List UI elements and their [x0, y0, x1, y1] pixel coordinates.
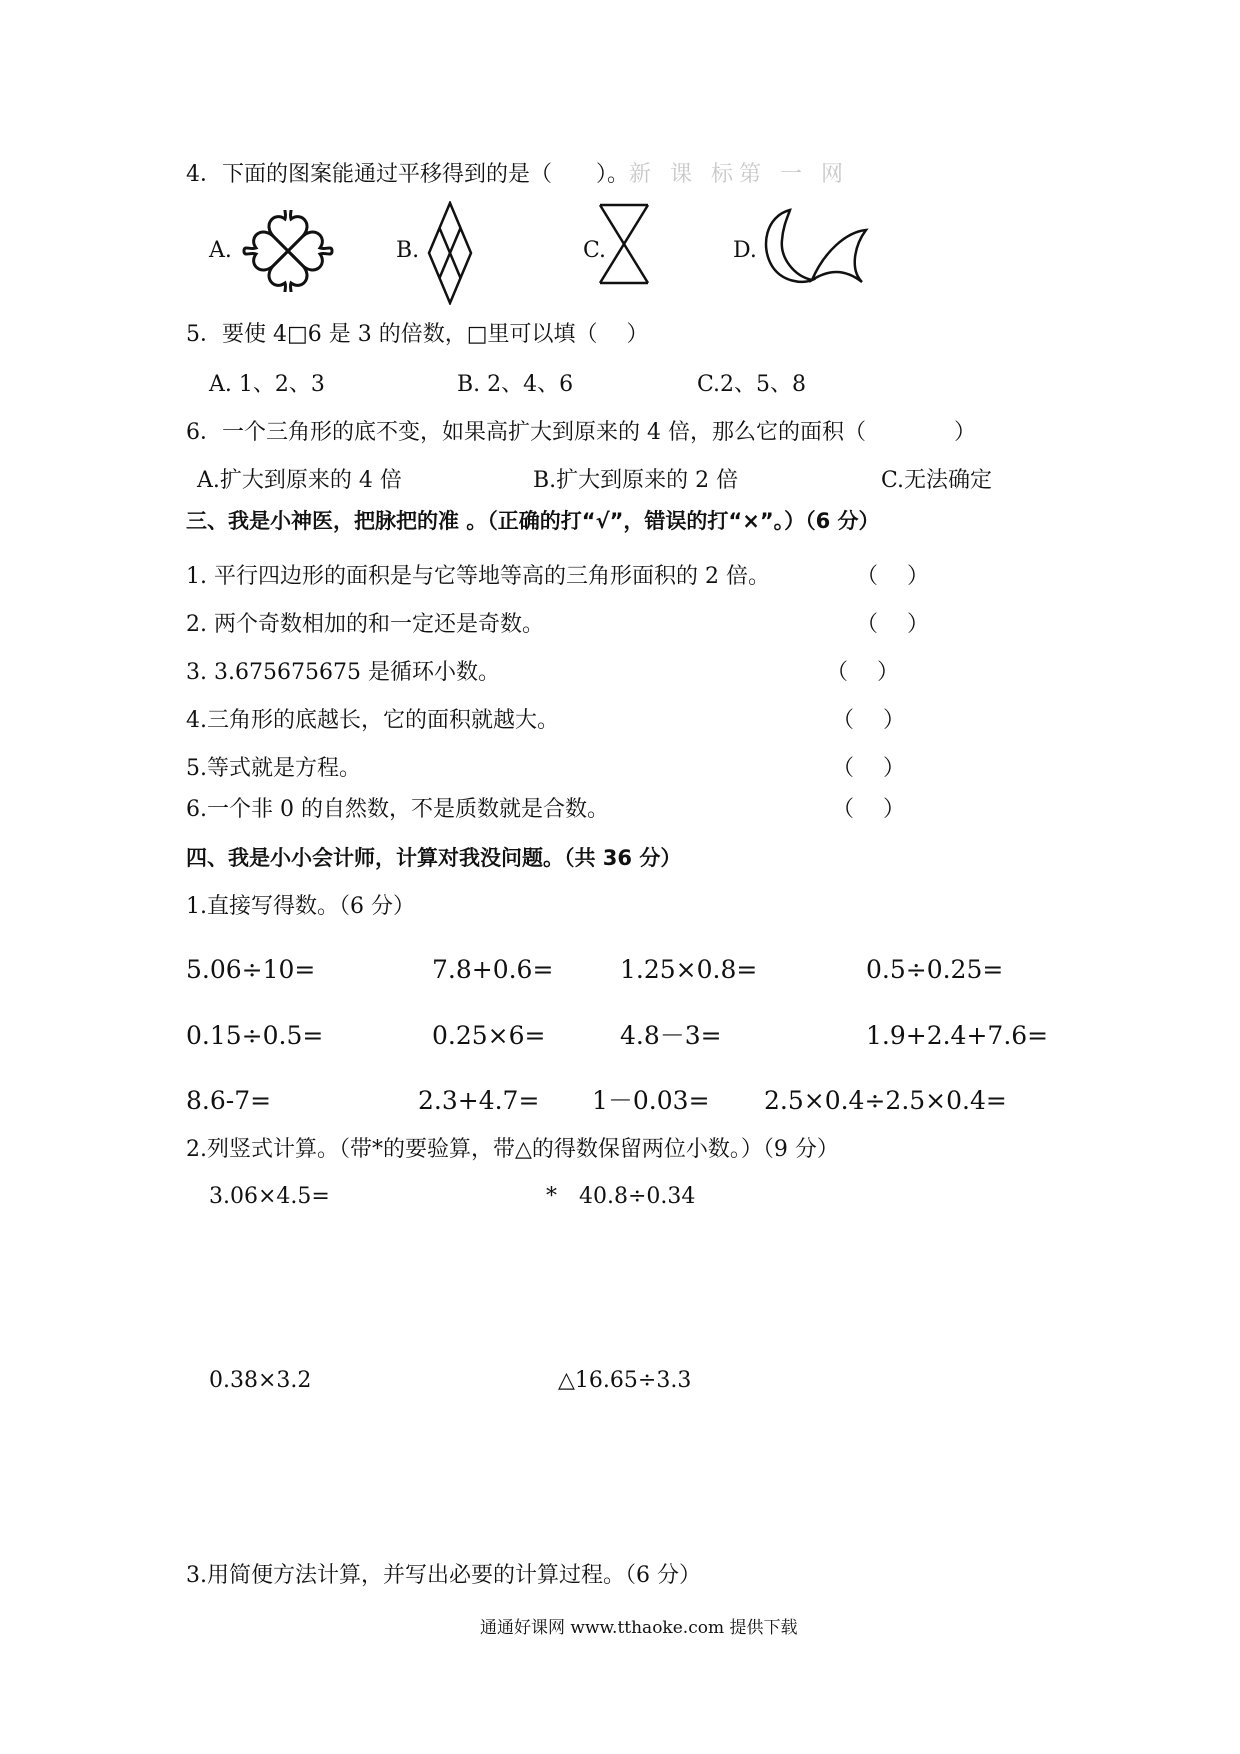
q4-option-c-label: C.: [583, 238, 607, 263]
q5-option-c: C.2、5、8: [697, 372, 807, 397]
mental-math-item: 0.15÷0.5=: [186, 1021, 324, 1050]
vertical-calc-problem: * 40.8÷0.34: [546, 1184, 696, 1209]
mental-math-item: 1－0.03=: [592, 1086, 710, 1115]
four-heart-clover-icon: [238, 210, 338, 292]
question-4: [186, 160, 849, 190]
part-2-title: 2.列竖式计算。（带*的要验算，带△的得数保留两位小数。）（9 分）: [186, 1137, 839, 1162]
question-6: 6．一个三角形的底不变，如果高扩大到原来的 4 倍，那么它的面积（ ）: [186, 420, 976, 445]
true-false-item-4: 4.三角形的底越长，它的面积就越大。: [186, 708, 559, 733]
mental-math-item: 4.8－3=: [620, 1021, 722, 1050]
hourglass-icon: [598, 203, 650, 285]
true-false-item-2: 2. 两个奇数相加的和一定还是奇数。: [186, 612, 544, 637]
true-false-blank-3: （ ）: [826, 660, 899, 685]
vertical-calc-problem: 0.38×3.2: [209, 1368, 312, 1393]
true-false-item-6: 6.一个非 0 的自然数，不是质数就是合数。: [186, 797, 609, 822]
q4-option-d-label: D.: [733, 238, 757, 263]
part-3-title: 3.用简便方法计算，并写出必要的计算过程。（6 分）: [186, 1563, 701, 1588]
footer-credit: 通通好课网 www.tthaoke.com 提供下载: [480, 1618, 798, 1638]
vertical-calc-problem: △16.65÷3.3: [558, 1368, 692, 1393]
watermark: 新 课 标第 一 网: [629, 162, 849, 187]
q5-option-a: A. 1、2、3: [209, 372, 325, 397]
true-false-item-3: 3. 3.675675675 是循环小数。: [186, 660, 500, 685]
true-false-blank-5: （ ）: [832, 756, 905, 781]
true-false-item-1: 1. 平行四边形的面积是与它等地等高的三角形面积的 2 倍。: [186, 564, 770, 589]
double-crescent-icon: [758, 206, 870, 288]
true-false-blank-4: （ ）: [832, 708, 905, 733]
mental-math-item: 1.9+2.4+7.6=: [866, 1021, 1049, 1050]
mental-math-item: 8.6-7=: [186, 1086, 272, 1115]
question-5: 5．要使 4□6 是 3 的倍数，□里可以填（ ）: [186, 322, 649, 347]
mental-math-item: 0.5÷0.25=: [866, 955, 1004, 984]
true-false-item-5: 5.等式就是方程。: [186, 756, 361, 781]
q4-option-a-label: A.: [209, 238, 232, 263]
q4-option-b-label: B.: [396, 238, 420, 263]
mental-math-item: 5.06÷10=: [186, 955, 316, 984]
true-false-blank-2: （ ）: [856, 612, 929, 637]
mental-math-item: 1.25×0.8=: [620, 955, 758, 984]
section-3-title: 三、我是小神医，把脉把的准 。（正确的打“√”，错误的打“×”。）（6 分）: [186, 509, 880, 533]
mental-math-item: 2.3+4.7=: [418, 1086, 540, 1115]
section-4-title: 四、我是小小会计师，计算对我没问题。（共 36 分）: [186, 846, 682, 870]
q6-option-c: C.无法确定: [881, 468, 993, 493]
vertical-calc-problem: 3.06×4.5=: [209, 1184, 330, 1209]
q6-option-b: B.扩大到原来的 2 倍: [533, 468, 739, 493]
part-1-title: 1.直接写得数。（6 分）: [186, 894, 415, 919]
question-4-text: 4．下面的图案能通过平移得到的是（ ）。: [186, 162, 629, 187]
mental-math-item: 0.25×6=: [432, 1021, 546, 1050]
true-false-blank-6: （ ）: [832, 797, 905, 822]
mental-math-item: 2.5×0.4÷2.5×0.4=: [764, 1086, 1007, 1115]
true-false-blank-1: （ ）: [856, 564, 929, 589]
q6-option-a: A.扩大到原来的 4 倍: [197, 468, 402, 493]
rhombus-grid-icon: [427, 201, 473, 305]
q5-option-b: B. 2、4、6: [457, 372, 574, 397]
mental-math-item: 7.8+0.6=: [432, 955, 554, 984]
